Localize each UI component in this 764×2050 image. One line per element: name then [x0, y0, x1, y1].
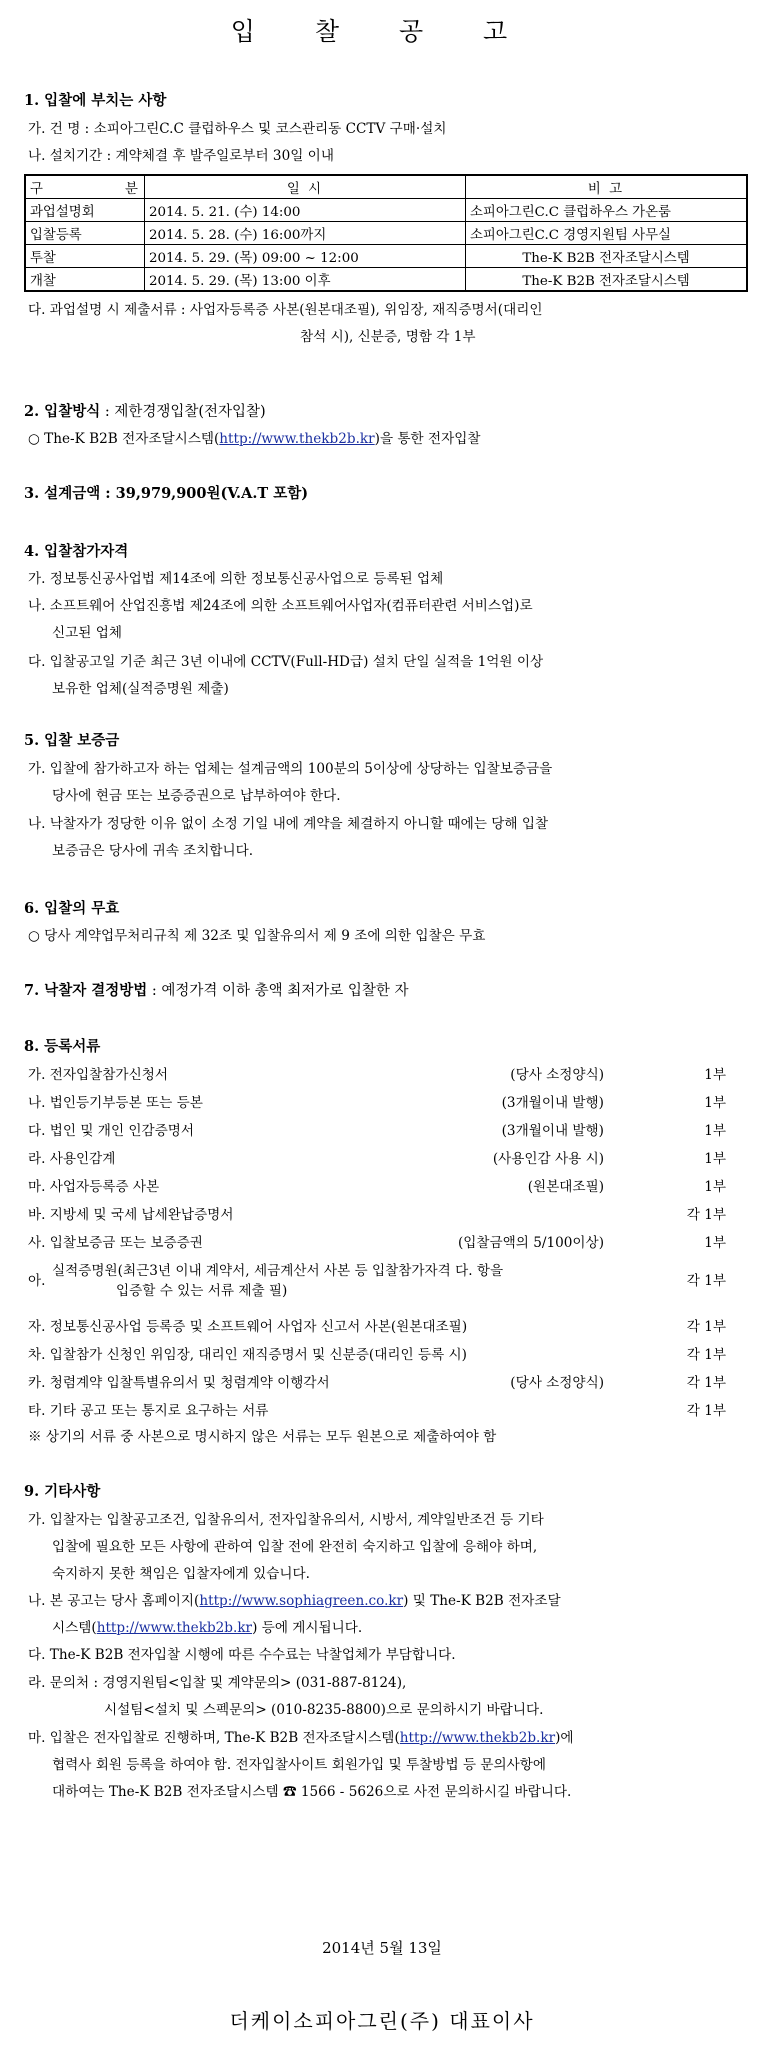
s4-item-na-2: 신고된 업체 — [52, 625, 122, 641]
doc-item-label: 자. 정보통신공사업 등록증 및 소프트웨어 사업자 신고서 사본(원본대조필) — [28, 1319, 468, 1335]
s4-item-da-1: 다. 입찰공고일 기준 최근 3년 이내에 CCTV(Full-HD급) 설치 단일 실적을 1억원 이상 — [28, 654, 544, 670]
doc-item-label: 마. 사업자등록증 사본 — [28, 1179, 160, 1195]
doc-item-count: 각 1부 — [686, 1273, 726, 1289]
doc-item-count: 각 1부 — [686, 1319, 726, 1335]
signature: 더케이소피아그린(주) 대표이사 — [229, 2009, 535, 2033]
sophiagreen-link[interactable]: http://www.sophiagreen.co.kr — [199, 1593, 404, 1609]
s1-item-period: 나. 설치기간 : 계약체결 후 발주일로부터 30일 이내 — [28, 148, 334, 164]
section-2-value: : 제한경쟁입찰(전자입찰) — [100, 404, 266, 420]
doc-item-count: 각 1부 — [686, 1207, 726, 1223]
s2-line — [28, 430, 481, 448]
table-row — [25, 268, 747, 292]
doc-item-label: 라. 사용인감계 — [28, 1151, 116, 1167]
table-cell: The-K B2B 전자조달시스템 — [466, 245, 748, 268]
s9-na-suffix: ) 및 The-K B2B 전자조달 — [403, 1593, 561, 1609]
table-header: 구 분 — [25, 175, 145, 199]
doc-item-label: 나. 법인등기부등본 또는 등본 — [28, 1095, 203, 1111]
thekb2b-link[interactable]: http://www.thekb2b.kr — [399, 1730, 556, 1746]
doc-item-count: 각 1부 — [686, 1375, 726, 1391]
thekb2b-link[interactable]: http://www.thekb2b.kr — [219, 431, 375, 447]
s9-item-ra-1: 라. 문의처 : 경영지원팀<입찰 및 계약문의> (031-887-8124), — [28, 1675, 407, 1691]
table-cell: 과업설명회 — [25, 199, 145, 222]
section-1-heading: 1. 입찰에 부치는 사항 — [24, 92, 167, 109]
table-cell: 투찰 — [25, 245, 145, 268]
doc-item-note: (사용인감 사용 시) — [492, 1151, 604, 1167]
section-7-title: 7. 낙찰자 결정방법 — [24, 982, 148, 999]
table-cell: 2014. 5. 29. (목) 09:00 ~ 12:00 — [145, 245, 466, 268]
s9-item-ma-1 — [28, 1729, 574, 1747]
section-2-heading — [24, 403, 266, 421]
table-header-row — [25, 175, 747, 199]
s9-na2-suffix: ) 등에 게시됩니다. — [252, 1620, 363, 1636]
s9-item-na-2 — [52, 1619, 362, 1637]
section-2-title: 2. 입찰방식 — [24, 403, 101, 420]
section-5-heading: 5. 입찰 보증금 — [24, 732, 120, 749]
doc-item-count: 1부 — [704, 1235, 726, 1251]
s9-item-ma-3: 대하여는 The-K B2B 전자조달시스템 ☎ 1566 - 5626으로 사전 문의하시길 바랍니다. — [52, 1784, 572, 1800]
s5-item-na-1: 나. 낙찰자가 정당한 이유 없이 소정 기일 내에 계약을 체결하지 아니할 때에는 당해 입찰 — [28, 816, 549, 832]
doc-item-label: 바. 지방세 및 국세 납세완납증명서 — [28, 1207, 234, 1223]
s9-item-ga-3: 숙지하지 못한 책임은 입찰자에게 있습니다. — [52, 1566, 310, 1582]
table-header: 일 시 — [145, 175, 466, 199]
s4-item-na-1: 나. 소프트웨어 산업진흥법 제24조에 의한 소프트웨어사업자(컴퓨터관련 서비스업)로 — [28, 598, 533, 614]
s9-ma-suffix: )에 — [555, 1730, 574, 1746]
section-9-heading: 9. 기타사항 — [24, 1483, 101, 1500]
doc-item-label: 다. 법인 및 개인 인감증명서 — [28, 1123, 195, 1139]
page-title: 입 찰 공 고 — [230, 17, 534, 46]
table-header: 비 고 — [466, 175, 748, 199]
s1-item-docs-1: 다. 과업설명 시 제출서류 : 사업자등록증 사본(원본대조필), 위임장, 재직증명서(대리인 — [28, 302, 543, 318]
s2-line-suffix: )을 통한 전자입찰 — [374, 431, 481, 447]
s1-item-name: 가. 건 명 : 소피아그린C.C 클럽하우스 및 코스관리동 CCTV 구매·설치 — [28, 121, 447, 137]
s9-na-prefix: 나. 본 공고는 당사 홈페이지( — [28, 1593, 200, 1609]
doc-item-count: 1부 — [704, 1151, 726, 1167]
doc-item-label: 카. 청렴계약 입찰특별유의서 및 청렴계약 이행각서 — [28, 1375, 330, 1391]
notice-date: 2014년 5월 13일 — [322, 1939, 442, 1957]
section-4-heading: 4. 입찰참가자격 — [24, 543, 129, 560]
section-7-heading — [24, 982, 409, 1000]
table-cell: 2014. 5. 29. (목) 13:00 이후 — [145, 268, 466, 292]
s4-item-da-2: 보유한 업체(실적증명원 제출) — [52, 681, 229, 697]
s9-item-na-1 — [28, 1592, 561, 1610]
doc-item-count: 1부 — [704, 1179, 726, 1195]
s5-item-na-2: 보증금은 당사에 귀속 조치합니다. — [52, 843, 254, 859]
section-6-heading: 6. 입찰의 무효 — [24, 900, 120, 917]
s9-item-ga-1: 가. 입찰자는 입찰공고조건, 입찰유의서, 전자입찰유의서, 시방서, 계약일반조건 등 기타 — [28, 1512, 544, 1528]
doc-item-note: (원본대조필) — [527, 1179, 604, 1195]
table-cell: 소피아그린C.C 경영지원팀 사무실 — [466, 222, 748, 245]
section-8-heading: 8. 등록서류 — [24, 1038, 101, 1055]
schedule-table — [24, 174, 748, 292]
s5-item-ga-2: 당사에 현금 또는 보증증권으로 납부하여야 한다. — [52, 788, 341, 804]
table-cell: 2014. 5. 21. (수) 14:00 — [145, 199, 466, 222]
table-row — [25, 199, 747, 222]
doc-item-note: (당사 소정양식) — [510, 1067, 604, 1083]
doc-item-label: 차. 입찰참가 신청인 위임장, 대리인 재직증명서 및 신분증(대리인 등록 시) — [28, 1347, 467, 1363]
doc-item-label: 가. 전자입찰참가신청서 — [28, 1067, 168, 1083]
s9-item-ra-2: 시설팀<설치 및 스펙문의> (010-8235-8800)으로 문의하시기 바랍니다. — [104, 1702, 544, 1718]
table-cell: 2014. 5. 28. (수) 16:00까지 — [145, 222, 466, 245]
section-3-heading: 3. 설계금액 : 39,979,900원(V.A.T 포함) — [24, 485, 309, 502]
s2-line-prefix: ○ The-K B2B 전자조달시스템( — [28, 431, 220, 447]
table-cell: 입찰등록 — [25, 222, 145, 245]
doc-item-note: (입찰금액의 5/100이상) — [457, 1235, 604, 1251]
s9-na2-prefix: 시스템( — [52, 1620, 97, 1636]
s4-item-ga: 가. 정보통신공사업법 제14조에 의한 정보통신공사업으로 등록된 업체 — [28, 571, 444, 587]
table-cell: The-K B2B 전자조달시스템 — [466, 268, 748, 292]
table-row — [25, 222, 747, 245]
s9-item-da: 다. The-K B2B 전자입찰 시행에 따른 수수료는 낙찰업체가 부담합니다. — [28, 1647, 456, 1663]
table-cell: 개찰 — [25, 268, 145, 292]
s6-line: ○ 당사 계약업무처리규칙 제 32조 및 입찰유의서 제 9 조에 의한 입찰은 무효 — [28, 928, 486, 944]
table-cell: 소피아그린C.C 클럽하우스 가온룸 — [466, 199, 748, 222]
thekb2b-link[interactable]: http://www.thekb2b.kr — [96, 1620, 253, 1636]
doc-item-count: 1부 — [704, 1095, 726, 1111]
doc-item-count: 1부 — [704, 1123, 726, 1139]
s9-item-ma-2: 협력사 회원 등록을 하여야 함. 전자입찰사이트 회원가입 및 투찰방법 등 문의사항에 — [52, 1757, 547, 1773]
s8-footnote: ※ 상기의 서류 중 사본으로 명시하지 않은 서류는 모두 원본으로 제출하여야 함 — [28, 1429, 497, 1445]
doc-item-count: 1부 — [704, 1067, 726, 1083]
s9-item-ga-2: 입찰에 필요한 모든 사항에 관하여 입찰 전에 완전히 숙지하고 입찰에 응해야 하며, — [52, 1539, 538, 1555]
doc-item-count: 각 1부 — [686, 1347, 726, 1363]
table-row — [25, 245, 747, 268]
doc-item-label-cont: 입증할 수 있는 서류 제출 필) — [116, 1283, 288, 1299]
doc-item-count: 각 1부 — [686, 1403, 726, 1419]
doc-item-note: (3개월이내 발행) — [501, 1123, 604, 1139]
doc-item-label: 타. 기타 공고 또는 통지로 요구하는 서류 — [28, 1403, 269, 1419]
doc-item-note: (당사 소정양식) — [510, 1375, 604, 1391]
doc-item-label: 사. 입찰보증금 또는 보증증권 — [28, 1235, 203, 1251]
doc-item-label: 실적증명원(최근3년 이내 계약서, 세금계산서 사본 등 입찰참가자격 다. 항을 — [52, 1263, 504, 1279]
s9-ma-prefix: 마. 입찰은 전자입찰로 진행하며, The-K B2B 전자조달시스템( — [28, 1730, 400, 1746]
doc-item-prefix: 아. — [28, 1273, 46, 1289]
doc-item-note: (3개월이내 발행) — [501, 1095, 604, 1111]
s5-item-ga-1: 가. 입찰에 참가하고자 하는 업체는 설계금액의 100분의 5이상에 상당하는 입찰보증금을 — [28, 761, 553, 777]
section-7-value: : 예정가격 이하 총액 최저가로 입찰한 자 — [147, 983, 409, 999]
s1-item-docs-2: 참석 시), 신분증, 명함 각 1부 — [300, 329, 476, 345]
